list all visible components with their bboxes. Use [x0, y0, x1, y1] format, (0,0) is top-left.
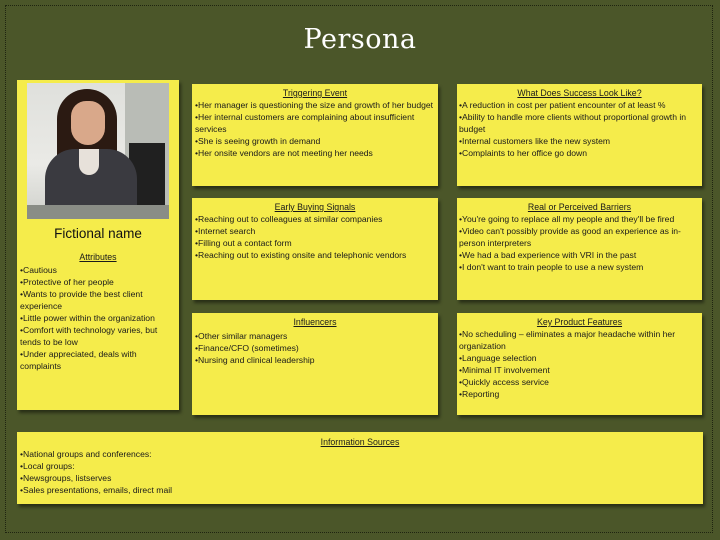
buying-signals-heading: Early Buying Signals: [274, 202, 356, 212]
list-item: • I don't want to train people to use a new system: [459, 261, 700, 273]
success-heading: What Does Success Look Like?: [517, 88, 642, 98]
list-item: • Quickly access service: [459, 376, 700, 388]
list-item: • Reporting: [459, 388, 700, 400]
list-item: • We had a bad experience with VRI in the past: [459, 249, 700, 261]
success-list: [459, 99, 700, 159]
list-item: • Her onsite vendors are not meeting her needs: [195, 147, 435, 159]
list-item: • Wants to provide the best client experience: [20, 288, 176, 312]
list-item: • Her internal customers are complaining about insufficient services: [195, 111, 435, 135]
list-item: • Reaching out to existing onsite and telephonic vendors: [195, 249, 435, 261]
list-item: • No scheduling – eliminates a major headache within her organization: [459, 328, 700, 352]
list-item: • Newsgroups, listserves: [20, 472, 172, 484]
list-item: • A reduction in cost per patient encounter of at least %: [459, 99, 700, 111]
buying-signals-list: [195, 213, 435, 261]
list-item: • You're going to replace all my people and they'll be fired: [459, 213, 700, 225]
influencers-list: [195, 330, 435, 366]
list-item: • Cautious: [20, 264, 176, 276]
list-item: • Nursing and clinical leadership: [195, 354, 435, 366]
barriers-list: [459, 213, 700, 273]
list-item: • Internet search: [195, 225, 435, 237]
list-item: • Her manager is questioning the size and growth of her budget: [195, 99, 435, 111]
list-item: • She is seeing growth in demand: [195, 135, 435, 147]
list-item: • Sales presentations, emails, direct mail: [20, 484, 172, 496]
slide-title: Persona: [303, 24, 417, 55]
info-sources-heading: Information Sources: [320, 437, 400, 447]
barriers-heading: Real or Perceived Barriers: [527, 202, 632, 212]
attributes-list: [20, 264, 176, 372]
influencers-card: [192, 313, 438, 415]
list-item: • Finance/CFO (sometimes): [195, 342, 435, 354]
persona-card: [17, 80, 179, 410]
list-item: • Other similar managers: [195, 330, 435, 342]
persona-photo: [27, 83, 169, 219]
triggering-event-list: [195, 99, 435, 159]
barriers-card: [457, 198, 702, 300]
features-heading: Key Product Features: [536, 317, 623, 327]
list-item: • Language selection: [459, 352, 700, 364]
list-item: • Local groups:: [20, 460, 172, 472]
list-item: • Complaints to her office go down: [459, 147, 700, 159]
list-item: • Reaching out to colleagues at similar companies: [195, 213, 435, 225]
list-item: • Under appreciated, deals with complaints: [20, 348, 176, 372]
list-item: • National groups and conferences:: [20, 448, 172, 460]
list-item: • Comfort with technology varies, but tends to be low: [20, 324, 176, 348]
info-sources-list: [20, 448, 172, 496]
list-item: • Internal customers like the new system: [459, 135, 700, 147]
attributes-heading: Attributes: [79, 252, 117, 262]
features-list: [459, 328, 700, 400]
triggering-event-card: [192, 84, 438, 186]
features-card: [457, 313, 702, 415]
list-item: • Little power within the organization: [20, 312, 176, 324]
list-item: • Video can't possibly provide as good an experience as in-person interpreters: [459, 225, 700, 249]
info-sources-card: [17, 432, 703, 504]
fictional-name: Fictional name: [54, 226, 142, 241]
buying-signals-card: [192, 198, 438, 300]
influencers-heading: Influencers: [293, 317, 337, 327]
list-item: • Protective of her people: [20, 276, 176, 288]
list-item: • Filling out a contact form: [195, 237, 435, 249]
triggering-event-heading: Triggering Event: [282, 88, 348, 98]
list-item: • Minimal IT involvement: [459, 364, 700, 376]
list-item: • Ability to handle more clients without proportional growth in budget: [459, 111, 700, 135]
success-card: [457, 84, 702, 186]
